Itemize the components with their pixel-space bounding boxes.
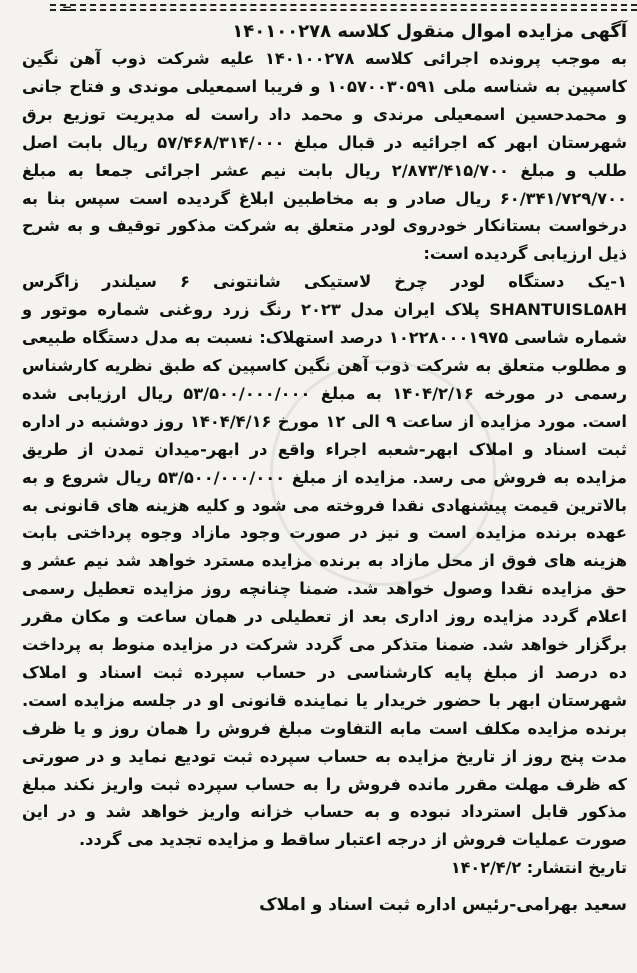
notice-title: آگهی مزایده اموال منقول کلاسه ۱۴۰۱۰۰۲۷۸ <box>232 21 627 42</box>
signature-line: سعید بهرامی-رئیس اداره ثبت اسناد و املاک <box>259 895 627 916</box>
auction-notice <box>22 18 627 919</box>
notice-paragraph-item: ۱-یک دستگاه لودر چرخ لاستیکی شانتونی ۶ سیلندر زاگرس SHANTUISL۵۸H پلاک ایران مدل ۲۰۲۳ رنگ زرد روغنی شماره موتور و شماره شاسی ۱۰۲۲۸۰۰۰۱۹۷۵ درصد استهلاک: نسبت به مدل دستگاه طبیعی و مطلوب متعلق به شرکت ذوب آهن نگین کاسپین که طبق نظریه کارشناس رسمی در مورخه ۱۴۰۴/۲/۱۶ به مبلغ ۵۳/۵۰۰/۰۰۰/۰۰۰ ریال ارزیابی شده است. مورد مزایده از ساعت ۹ الی ۱۲ مورخ ۱۴۰۴/۴/۱۶ روز دوشنبه در اداره ثبت اسناد و املاک ابهر-شعبه اجراء واقع در ابهر-میدان تمدن از طریق مزایده به فروش می رسد. مزایده از مبلغ ۵۳/۵۰۰/۰۰۰/۰۰۰ ریال شروع و به بالاترین قیمت پیشنهادی نقدا فروخته می شود و کلیه هزینه های قانونی به عهده برنده مزایده است و نیز در صورت وجود مازاد وجوه پرداختی بابت هزینه های فوق از محل مازاد به برنده مزایده مسترد خواهد شد نیم عشر و حق مزایده نقدا وصول خواهد شد. ضمنا چنانچه روز مزایده تعطیل رسمی اعلام گردد مزایده روز اداری بعد از تعطیلی در همان ساعت و مکان مقرر برگزار خواهد شد. ضمنا متذکر می گردد شرکت در مزایده منوط به پرداخت ده درصد از مبلغ پایه کارشناسی در حساب سپرده ثبت اسناد و املاک شهرستان ابهر با حضور خریدار یا نماینده قانونی او در جلسه مزایده است. برنده مزایده مکلف است مابه التفاوت مبلغ فروش را همان روز و یا ظرف مدت پنج روز از تاریخ مزایده به حساب سپرده ثبت تودیع نماید و در صورتی که ظرف مهلت مقرر مانده فروش را به حساب سپرده ثبت واریز نکند مبلغ مذکور قابل استرداد نبوده و به حساب خزانه واریز خواهد شد و در این صورت عملیات فروش از درجه اعتبار ساقط و مزایده تجدید می گردد. <box>22 272 628 850</box>
top-dashed-rule-second <box>50 9 637 11</box>
notice-body <box>22 45 627 854</box>
publish-date: تاریخ انتشار: ۱۴۰۲/۴/۲ <box>450 858 627 878</box>
notice-paragraph-intro: به موجب پرونده اجرائی کلاسه ۱۴۰۱۰۰۲۷۸ علیه شرکت ذوب آهن نگین کاسپین به شناسه ملی ۱۰۵۷۰۰۳۰۵۹۱ و فریبا اسمعیلی موندی و فتاح جانی و محمدحسین اسمعیلی مرندی و محمد داد راست له مدیریت توزیع برق شهرستان ابهر که اجرائیه در قبال مبلغ ۵۷/۴۶۸/۳۱۴/۰۰۰ ریال بابت اصل طلب و مبلغ ۲/۸۷۳/۴۱۵/۷۰۰ ریال بابت نیم عشر اجرائی جمعا به مبلغ ۶۰/۳۴۱/۷۲۹/۷۰۰ ریال صادر و به مخاطبین ابلاغ گردیده است سپس بنا به درخواست بستانکار خودروی لودر متعلق به شرکت مذکور توقیف و به شرح ذیل ارزیابی گردیده است: <box>22 49 627 264</box>
top-dashed-rule <box>50 4 637 6</box>
corner-mark: = <box>62 2 73 16</box>
